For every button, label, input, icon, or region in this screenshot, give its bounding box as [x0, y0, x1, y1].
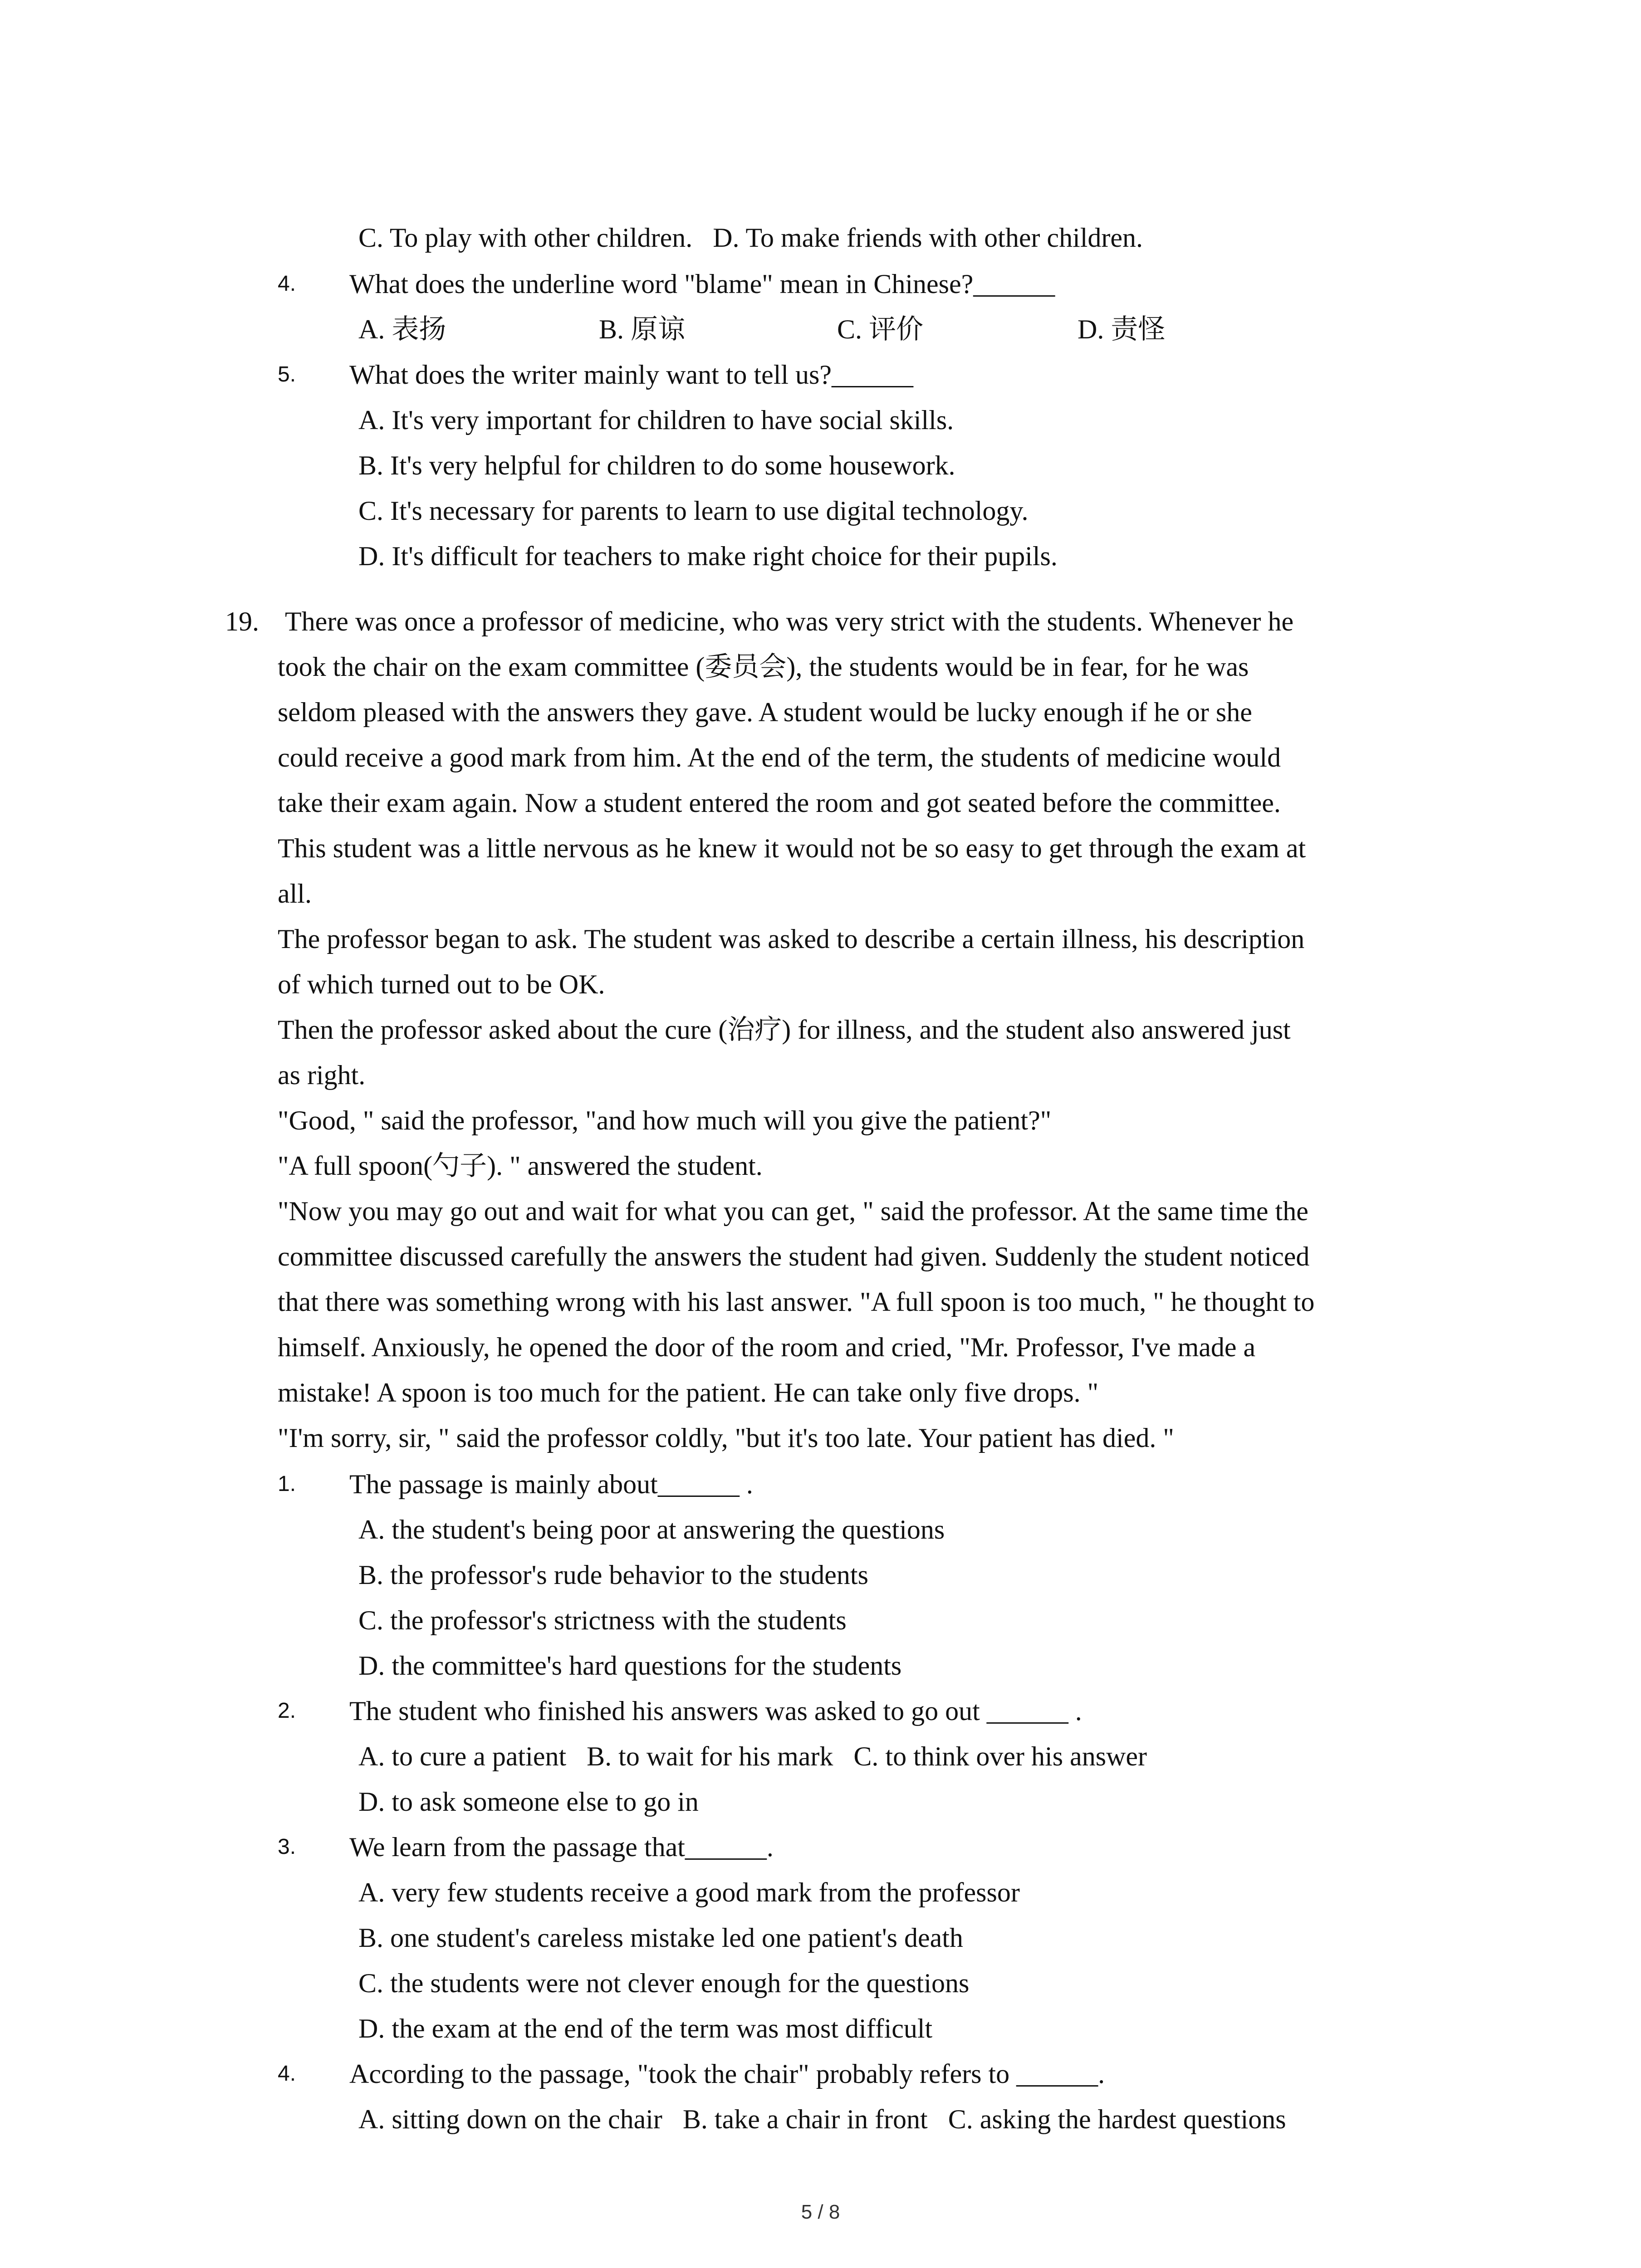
- q19-sub2-question: The student who finished his answers was asked to go out ______ .: [349, 1696, 1082, 1726]
- page-number: 5 / 8: [801, 2201, 840, 2223]
- prev-q5-option-a: A. It's very important for children to have social skills.: [358, 405, 954, 435]
- prev-q4-option-b: B. 原谅: [599, 314, 686, 344]
- q19-passage-line: "Good, " said the professor, "and how much will you give the patient?": [278, 1105, 1052, 1135]
- prev-question-options-continuation: C. To play with other children. D. To make friends with other children.: [358, 223, 1143, 253]
- q19-sub4-question: According to the passage, "took the chair" probably refers to ______.: [349, 2059, 1105, 2089]
- q19-passage-line: took the chair on the exam committee (委员会), the students would be in fear, for he was: [278, 652, 1249, 682]
- q19-passage-line: "I'm sorry, sir, " said the professor coldly, "but it's too late. Your patient has died. ": [278, 1423, 1174, 1453]
- q19-passage-line: "Now you may go out and wait for what you can get, " said the professor. At the same time the: [278, 1196, 1308, 1226]
- q19-sub3-number: 3.: [278, 1835, 296, 1859]
- q19-sub1-option-d: D. the committee's hard questions for the students: [358, 1651, 902, 1681]
- q19-passage-line: committee discussed carefully the answers the student had given. Suddenly the student noticed: [278, 1242, 1310, 1271]
- prev-q5-option-b: B. It's very helpful for children to do some housework.: [358, 450, 955, 480]
- prev-q4-question: What does the underline word "blame" mean in Chinese?______: [349, 269, 1055, 299]
- q19-sub2-options-line2: D. to ask someone else to go in: [358, 1787, 699, 1817]
- q19-sub3-option-d: D. the exam at the end of the term was most difficult: [358, 2014, 933, 2043]
- prev-q5-option-c: C. It's necessary for parents to learn to use digital technology.: [358, 496, 1029, 526]
- q19-sub4-options-line1: A. sitting down on the chair B. take a chair in front C. asking the hardest questions: [358, 2104, 1286, 2134]
- q19-passage-line: mistake! A spoon is too much for the patient. He can take only five drops. ": [278, 1378, 1099, 1408]
- q19-passage-line: "A full spoon(勺子). " answered the student.: [278, 1151, 763, 1181]
- q19-sub1-option-c: C. the professor's strictness with the students: [358, 1605, 847, 1635]
- q19-sub1-option-a: A. the student's being poor at answering the questions: [358, 1515, 945, 1545]
- q19-passage-line: take their exam again. Now a student entered the room and got seated before the committee.: [278, 788, 1281, 818]
- q19-sub4-number: 4.: [278, 2062, 296, 2086]
- prev-q5-number: 5.: [278, 362, 296, 386]
- q19-sub3-question: We learn from the passage that______.: [349, 1832, 774, 1862]
- q19-passage-line: himself. Anxiously, he opened the door of the room and cried, "Mr. Professor, I've made a: [278, 1332, 1256, 1362]
- q19-sub1-option-b: B. the professor's rude behavior to the students: [358, 1560, 868, 1590]
- prev-q5-option-d: D. It's difficult for teachers to make right choice for their pupils.: [358, 541, 1058, 571]
- q19-passage-line: Then the professor asked about the cure (治疗) for illness, and the student also answered just: [278, 1015, 1291, 1045]
- q19-passage-line: all.: [278, 879, 312, 909]
- prev-q4-option-a: A. 表扬: [358, 314, 446, 344]
- prev-q4-option-c: C. 评价: [837, 314, 924, 344]
- q19-passage-line: There was once a professor of medicine, who was very strict with the students. Whenever he: [285, 606, 1294, 636]
- q19-sub3-option-c: C. the students were not clever enough for the questions: [358, 1968, 970, 1998]
- q19-passage-line: as right.: [278, 1060, 366, 1090]
- q19-passage-line: that there was something wrong with his last answer. "A full spoon is too much, " he thought to: [278, 1287, 1315, 1317]
- q19-number: 19.: [225, 606, 259, 636]
- q19-passage-line: seldom pleased with the answers they gave. A student would be lucky enough if he or she: [278, 697, 1252, 727]
- q19-sub2-number: 2.: [278, 1699, 296, 1723]
- q19-passage-line: This student was a little nervous as he knew it would not be so easy to get through the exam at: [278, 833, 1306, 863]
- q19-sub1-question: The passage is mainly about______ .: [349, 1469, 753, 1499]
- q19-passage-line: could receive a good mark from him. At the end of the term, the students of medicine would: [278, 743, 1281, 772]
- q19-sub3-option-a: A. very few students receive a good mark from the professor: [358, 1877, 1020, 1907]
- q19-sub3-option-b: B. one student's careless mistake led one patient's death: [358, 1923, 963, 1953]
- q19-sub2-options-line1: A. to cure a patient B. to wait for his mark C. to think over his answer: [358, 1741, 1147, 1771]
- prev-q4-option-d: D. 责怪: [1078, 314, 1166, 344]
- q19-passage-line: of which turned out to be OK.: [278, 969, 605, 999]
- q19-sub1-number: 1.: [278, 1472, 296, 1496]
- prev-q5-question: What does the writer mainly want to tell us?______: [349, 360, 914, 390]
- q19-passage-line: The professor began to ask. The student was asked to describe a certain illness, his description: [278, 924, 1305, 954]
- prev-q4-number: 4.: [278, 272, 296, 296]
